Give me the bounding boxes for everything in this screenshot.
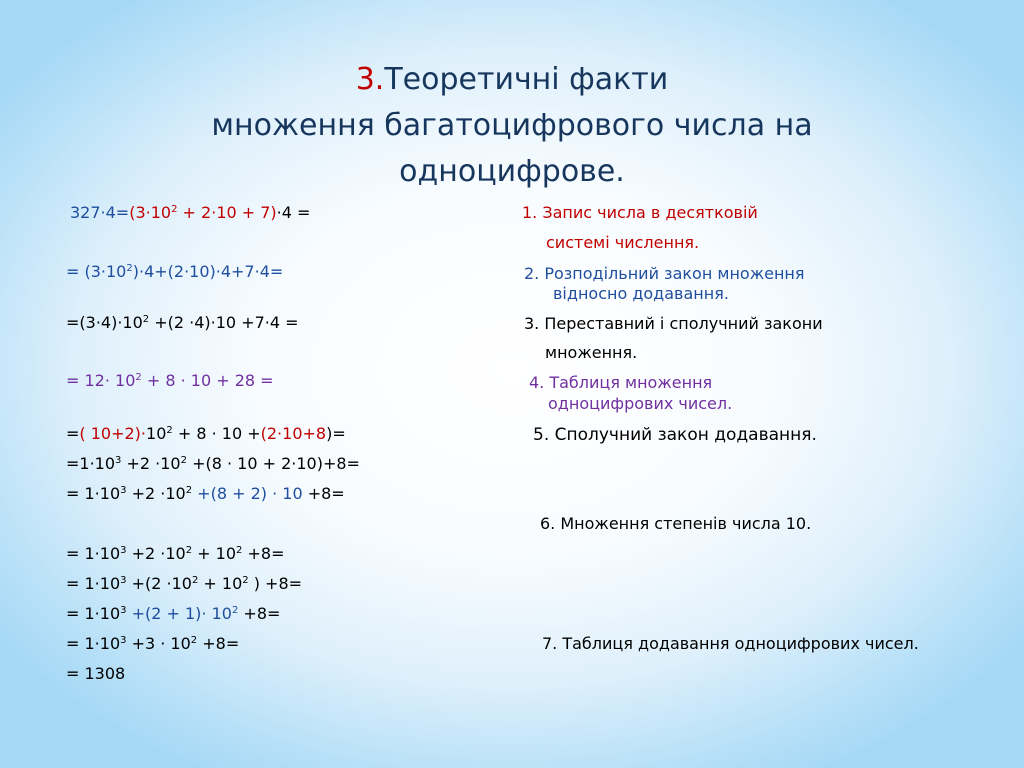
exponent: 2 bbox=[191, 575, 199, 586]
exponent: 2 bbox=[171, 204, 178, 215]
formula-segment: = 1308 bbox=[66, 664, 126, 683]
note-line: одноцифрових чисел. bbox=[548, 394, 733, 413]
formula-segment: +(8 + 2) · 10 bbox=[197, 484, 303, 503]
formula-segment: ( 10+2)· bbox=[79, 424, 147, 443]
formula-segment: = (3·10 bbox=[66, 262, 127, 281]
note-line: 7. Таблиця додавання одноцифрових чисел. bbox=[542, 634, 919, 653]
formula-segment: = 1·10 bbox=[66, 544, 121, 563]
calc-step bbox=[66, 603, 280, 625]
formula-segment: +3 · 10 bbox=[126, 634, 191, 653]
exponent: 3 bbox=[120, 575, 127, 586]
formula-segment: +(2 ·4)·10 +7·4 = bbox=[149, 313, 299, 332]
exponent: 2 bbox=[185, 485, 193, 496]
exponent: 2 bbox=[142, 314, 150, 325]
formula-segment: = bbox=[66, 424, 80, 443]
slide-title bbox=[0, 57, 1024, 195]
title-line-1 bbox=[0, 57, 1024, 103]
note-line: 5. Сполучний закон додавання. bbox=[533, 425, 817, 445]
calc-step bbox=[70, 202, 310, 224]
note-line: 3. Переставний і сполучний закони bbox=[524, 314, 823, 333]
formula-segment: +2 ·10 bbox=[126, 484, 186, 503]
formula-segment: +8= bbox=[197, 634, 240, 653]
calc-step bbox=[66, 663, 125, 685]
formula-segment: +(8 · 10 + 2·10)+8= bbox=[186, 454, 360, 473]
exponent: 2 bbox=[242, 575, 249, 586]
formula-segment: ) +8= bbox=[248, 574, 303, 593]
exponent: 2 bbox=[180, 455, 187, 466]
formula-segment: )·4+(2·10)·4+7·4= bbox=[132, 262, 284, 281]
exponent: 3 bbox=[120, 635, 127, 646]
formula-segment: (3·10 bbox=[129, 203, 172, 222]
formula-segment: )= bbox=[326, 424, 346, 443]
formula-segment: = 1·10 bbox=[66, 574, 121, 593]
formula-segment: (2·10+8 bbox=[260, 424, 327, 443]
formula-segment: 10 bbox=[146, 424, 167, 443]
formula-segment: +(2 + 1)· 10 bbox=[131, 604, 232, 623]
calc-step bbox=[66, 573, 302, 595]
calc-step bbox=[66, 423, 346, 445]
title-line-2: множення багатоцифрового числа на bbox=[211, 108, 813, 143]
formula-segment: +8= bbox=[302, 484, 345, 503]
exponent: 2 bbox=[236, 545, 243, 556]
formula-segment: =1·10 bbox=[66, 454, 116, 473]
title-number: 3. bbox=[355, 62, 385, 97]
exponent: 2 bbox=[166, 425, 173, 436]
calc-step bbox=[66, 633, 239, 655]
exponent: 2 bbox=[126, 263, 133, 274]
calc-step bbox=[66, 483, 345, 505]
formula-segment: +8= bbox=[242, 544, 285, 563]
note-line: 6. Множення степенів числа 10. bbox=[540, 514, 812, 533]
note-line: 1. Запис числа в десятковій bbox=[522, 203, 758, 222]
calc-step bbox=[66, 312, 299, 334]
formula-segment: =(3·4)·10 bbox=[66, 313, 143, 332]
title-line-3: одноцифрове. bbox=[399, 154, 625, 189]
note-line: множення. bbox=[545, 343, 638, 362]
exponent: 3 bbox=[115, 455, 122, 466]
exponent: 2 bbox=[185, 545, 193, 556]
calc-step bbox=[66, 543, 284, 565]
calc-step bbox=[66, 261, 283, 283]
formula-segment: + 8 · 10 + bbox=[172, 424, 261, 443]
formula-segment: + 10 bbox=[192, 544, 237, 563]
exponent: 2 bbox=[135, 372, 142, 383]
formula-segment: + 8 · 10 + 28 = bbox=[141, 371, 274, 390]
note-line: системі числення. bbox=[546, 233, 700, 252]
calc-step bbox=[66, 370, 274, 392]
formula-segment: +2 ·10 bbox=[126, 544, 186, 563]
formula-segment: +8= bbox=[238, 604, 281, 623]
formula-segment: ·4 = bbox=[276, 203, 311, 222]
note-line: відносно додавання. bbox=[553, 284, 729, 303]
exponent: 3 bbox=[120, 485, 127, 496]
formula-segment: = 1·10 bbox=[66, 604, 121, 623]
exponent: 3 bbox=[120, 605, 127, 616]
formula-segment: = 1·10 bbox=[66, 484, 121, 503]
exponent: 2 bbox=[190, 635, 198, 646]
formula-segment: +(2 ·10 bbox=[126, 574, 192, 593]
formula-segment: + 10 bbox=[198, 574, 243, 593]
exponent: 2 bbox=[231, 605, 239, 616]
formula-segment: + 2·10 + 7) bbox=[177, 203, 277, 222]
formula-segment: = 12· 10 bbox=[66, 371, 136, 390]
exponent: 3 bbox=[120, 545, 127, 556]
calc-step bbox=[66, 453, 360, 475]
formula-segment: 327·4= bbox=[70, 203, 130, 222]
note-line: 2. Розподільний закон множення bbox=[524, 264, 805, 283]
formula-segment: +2 ·10 bbox=[121, 454, 181, 473]
formula-segment: = 1·10 bbox=[66, 634, 121, 653]
note-line: 4. Таблиця множення bbox=[529, 373, 713, 392]
title-text-1: Теоретичні факти bbox=[384, 62, 669, 97]
